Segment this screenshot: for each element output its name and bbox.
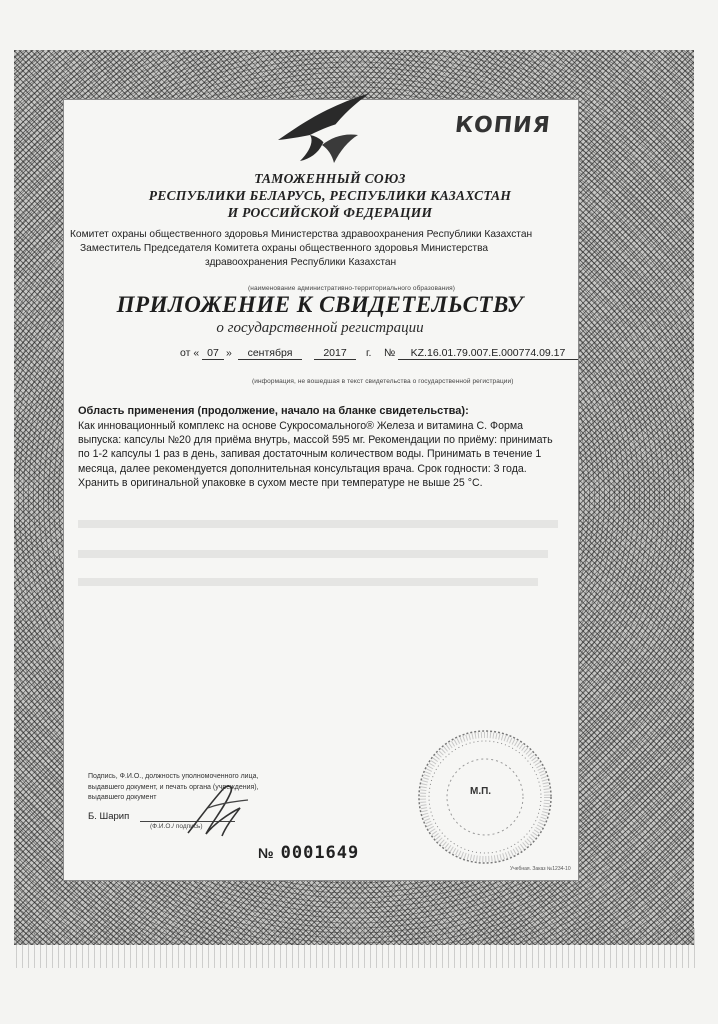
scope-line: выпуска: капсулы №20 для приёма внутрь, массой 595 мг. Рекомендации по приёму: принимать [78, 434, 553, 447]
signature-caption: (Ф.И.О./ подпись) [150, 823, 203, 830]
customs-union-emblem-icon [270, 85, 380, 170]
scope-line: Как инновационный комплекс на основе Сукросомального® Железа и витамина С. Форма [78, 420, 524, 432]
registration-number: KZ.16.01.79.007.E.000774.09.17 [398, 347, 578, 360]
date-prefix: от « [180, 347, 200, 359]
signature-note-line: выдавшего документ [88, 794, 157, 801]
border-edge-noise [16, 928, 696, 968]
committee-line3: здравоохранения Республики Казахстан [205, 257, 397, 268]
date-close-quote: » [226, 347, 232, 359]
admin-note: (наименование административно-территориального образования) [248, 285, 456, 292]
print-code: Учебная. Заказ №1234-10 [510, 866, 571, 872]
scope-text [78, 419, 578, 490]
official-seal-icon [413, 725, 558, 870]
date-year-suffix: г. [366, 347, 372, 359]
committee-line2: Заместитель Председателя Комитета охраны общественного здоровья Министерства [80, 243, 489, 254]
handwritten-signature-icon [178, 778, 258, 840]
union-title-line1: ТАМОЖЕННЫЙ СОЮЗ [254, 171, 406, 186]
scan-artifact [78, 578, 538, 586]
scope-line: Хранить в оригинальной упаковке в сухом месте при температуре не выше 25 °С. [78, 476, 483, 489]
scan-artifact [78, 520, 558, 528]
signature-note-line: выдавшего документ, и печать органа (учреждения), [88, 783, 259, 791]
appendix-subtitle: о государственной регистрации [216, 320, 424, 336]
number-label: № [384, 347, 396, 359]
appendix-title: ПРИЛОЖЕНИЕ К СВИДЕТЕЛЬСТВУ [116, 292, 524, 317]
seal-label: М.П. [470, 786, 492, 797]
scope-line: по 1-2 капсулы 1 раз в день, запивая достаточным количеством воды. Принимать в течение 1 [78, 448, 542, 461]
date-year: 2017 [314, 347, 356, 360]
committee-line1: Комитет охраны общественного здоровья Министерства здравоохранения Республики Казахстан [70, 229, 533, 240]
scan-artifact [78, 550, 548, 558]
copy-stamp: КОПИЯ [453, 113, 552, 138]
serial-number [258, 843, 359, 863]
union-title-line2: РЕСПУБЛИКИ БЕЛАРУСЬ, РЕСПУБЛИКИ КАЗАХСТАН [148, 188, 512, 203]
signer-name: Б. Шарип [88, 811, 130, 822]
info-note: (информация, не вошедшая в текст свидетельства о государственной регистрации) [252, 378, 514, 385]
date-month: сентября [238, 347, 302, 360]
serial-value: 0001649 [280, 843, 360, 863]
serial-label: № [258, 845, 275, 861]
scope-line: месяца, далее рекомендуется дополнительная консультация врача. Срок годности: 3 года. [78, 462, 527, 475]
date-day: 07 [202, 347, 224, 360]
scope-heading: Область применения (продолжение, начало на бланке свидетельства): [78, 405, 469, 417]
date-number-row [180, 347, 580, 363]
signature-note-line: Подпись, Ф.И.О., должность уполномоченного лица, [88, 773, 259, 780]
union-title-line3: И РОССИЙСКОЙ ФЕДЕРАЦИИ [227, 205, 433, 220]
